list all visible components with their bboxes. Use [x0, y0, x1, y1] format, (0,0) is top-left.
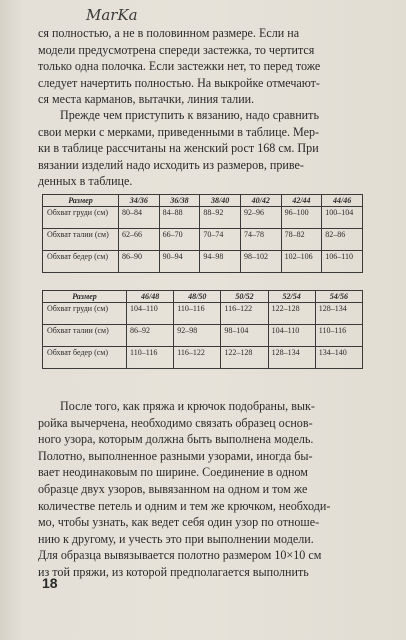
table-cell: 98–104: [221, 325, 268, 347]
table-cell: 80–84: [119, 207, 160, 229]
table-cell: 122–128: [221, 347, 268, 369]
text-line: образце двух узоров, вывязанном на одном и том же: [38, 481, 308, 496]
table-header: 34/36: [119, 195, 160, 207]
table-cell: 102–106: [281, 251, 322, 273]
table-cell: 104–110: [268, 325, 315, 347]
table-cell: 96–100: [281, 207, 322, 229]
table-cell: 128–134: [268, 347, 315, 369]
text-line: следует начертить полностью. На выкройке отмечают-: [38, 75, 320, 90]
table-cell: 116–122: [221, 303, 268, 325]
text-line: ся полностью, а не в половинном размере. Если на: [38, 26, 300, 40]
table-header-row: [43, 291, 363, 303]
table-cell: 134–140: [315, 347, 362, 369]
table-row: [43, 347, 363, 369]
table-cell: 88–92: [200, 207, 241, 229]
table-header: Размер: [43, 195, 119, 207]
text-line: ройка вычерчена, необходимо связать образец основ-: [38, 415, 313, 430]
table-cell: Обхват талии (см): [43, 229, 119, 251]
table-cell: 94–98: [200, 251, 241, 273]
table-row: [43, 251, 363, 273]
text-line: Прежде чем приступить к вязанию, надо сравнить: [60, 108, 319, 122]
table-header: 50/52: [221, 291, 268, 303]
table-cell: 92–96: [240, 207, 281, 229]
text-line: Полотно, выполненное разными узорами, иногда бы-: [38, 448, 313, 463]
size-table-1: [42, 194, 363, 273]
table-cell: Обхват бедер (см): [43, 251, 119, 273]
text-line: свои мерки с мерками, приведенными в таблице. Мер-: [38, 124, 320, 139]
table-header: 40/42: [240, 195, 281, 207]
table-cell: Обхват бедер (см): [43, 347, 127, 369]
size-table-2: [42, 290, 363, 369]
watermark: MarKa: [86, 6, 138, 24]
text-line: вает неодинаковым по ширине. Соединение в одном: [38, 465, 308, 480]
text-line: ного узора, которым должна быть выполнена модель.: [38, 432, 314, 447]
table-cell: 90–94: [159, 251, 200, 273]
table-cell: 86–92: [127, 325, 174, 347]
text-line: ки в таблице рассчитаны на женский рост 168 см. При: [38, 141, 319, 156]
table-cell: 98–102: [240, 251, 281, 273]
table-cell: 62–66: [119, 229, 160, 251]
table-cell: 70–74: [200, 229, 241, 251]
text-line: После того, как пряжа и крючок подобраны, вык-: [60, 399, 315, 413]
table-cell: 100–104: [322, 207, 363, 229]
text-line: мо, чтобы узнать, как ведет себя один узор по отноше-: [38, 515, 320, 530]
table-cell: 128–134: [315, 303, 362, 325]
table-cell: 92–98: [174, 325, 221, 347]
text-line: модели предусмотрена спереди застежка, то чертится: [38, 42, 315, 57]
table-header-row: [43, 195, 363, 207]
table-header: 48/50: [174, 291, 221, 303]
page-number: 18: [42, 575, 58, 591]
text-line: Для образца вывязывается полотно размером 10×10 см: [38, 548, 322, 563]
table-header: 38/40: [200, 195, 241, 207]
table-cell: 116–122: [174, 347, 221, 369]
table-header: 54/56: [315, 291, 362, 303]
text-line: количестве петель и одним и тем же крючком, необходи-: [38, 498, 331, 513]
table-cell: 78–82: [281, 229, 322, 251]
table-cell: Обхват талии (см): [43, 325, 127, 347]
table-cell: 82–86: [322, 229, 363, 251]
table-cell: 66–70: [159, 229, 200, 251]
paragraph-1: [38, 25, 378, 108]
table-cell: Обхват груди (см): [43, 207, 119, 229]
table-cell: 122–128: [268, 303, 315, 325]
table-header: 42/44: [281, 195, 322, 207]
table-cell: 110–116: [174, 303, 221, 325]
table-header: 44/46: [322, 195, 363, 207]
text-line: вязании изделий надо исходить из размеров, приве-: [38, 157, 304, 172]
paragraph-3: [38, 398, 378, 581]
text-line: денных в таблице.: [38, 174, 133, 189]
table-header: 36/38: [159, 195, 200, 207]
table-row: [43, 325, 363, 347]
table-cell: 74–78: [240, 229, 281, 251]
table-cell: Обхват груди (см): [43, 303, 127, 325]
table-cell: 110–116: [315, 325, 362, 347]
text-line: ся места карманов, вытачки, линия талии.: [38, 92, 255, 107]
table-cell: 84–88: [159, 207, 200, 229]
table-cell: 86–90: [119, 251, 160, 273]
table-row: [43, 229, 363, 251]
table-row: [43, 207, 363, 229]
table-header: 46/48: [127, 291, 174, 303]
text-line: нию к другому, и учесть это при выполнении модели.: [38, 531, 314, 546]
text-line: из той пряжи, из которой предполагается выполнить: [38, 564, 309, 579]
table-header: 52/54: [268, 291, 315, 303]
table-row: [43, 303, 363, 325]
paragraph-2: [38, 107, 378, 190]
table-cell: 110–116: [127, 347, 174, 369]
text-line: только одна полочка. Если застежки нет, то перед тоже: [38, 59, 321, 74]
table-cell: 106–110: [322, 251, 363, 273]
table-cell: 104–110: [127, 303, 174, 325]
table-header: Размер: [43, 291, 127, 303]
